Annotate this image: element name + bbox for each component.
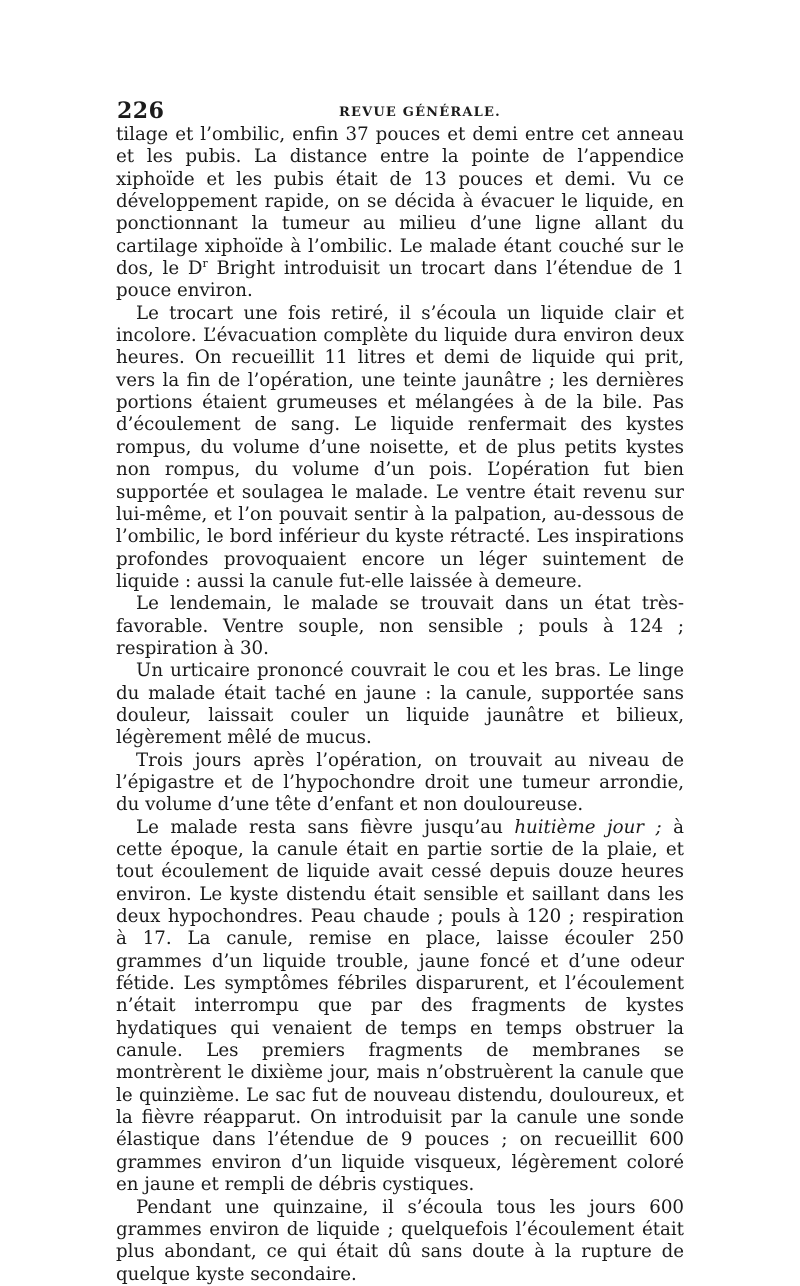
paragraph-text: tilage et l’ombilic, enfin 37 pouces et demi entre cet anneau et les pubis. La distance entre la pointe de l’appendice xiphoïde et les pubis était de 13 pouces et demi. Vu ce développement rapide, on se décida à évacuer le liquide, en ponctionnant la tumeur au milieu d’une ligne allant du cartilage xiphoïde à l’ombilic. Le malade étant couché sur le dos, le D	[116, 124, 684, 280]
paragraph-text: Pendant une quinzaine, il s’écoula tous les jours 600 grammes environ de liquide ; quelquefois l’écoulement était plus abondant, ce qui était dû sans doute à la rupture de quelque kyste secondaire.	[116, 1196, 684, 1285]
paragraph-text: Trois jours après l’opération, on trouvait au niveau de l’épigastre et de l’hypochondre droit une tumeur arrondie, du volume d’une tête d’enfant et non douloureuse.	[116, 749, 684, 816]
superscript: r	[202, 257, 208, 270]
paragraph-text: Un urticaire prononcé couvrait le cou et les bras. Le linge du malade était taché en jaune : la canule, supportée sans douleur, laissait couler un liquide jaunâtre et bilieux, légèrement mêlé de mucus.	[116, 660, 684, 749]
paragraph	[116, 593, 684, 660]
paragraph	[116, 660, 684, 749]
paragraph-text: à cette époque, la canule était en partie sortie de la plaie, et tout écoulement de liquide avait cessé depuis douze heures environ. Le kyste distendu était sensible et saillant dans les deux hypochondres. Peau chaude ; pouls à 120 ; respiration à 17. La canule, remise en place, laisse écouler 250 grammes d’un liquide trouble, jaune foncé et d’une odeur fétide. Les symptômes fébriles disparurent, et l’écoulement n’était interrompu que par des fragments de kystes hydatiques qui venaient de temps en temps obstruer la canule. Les premiers fragments de membranes se montrèrent le dixième jour, mais n’obstruèrent la canule que le quinzième. Le sac fut de nouveau distendu, douloureux, et la fièvre réapparut. On introduisit par la canule une sonde élastique dans l’étendue de 9 pouces ; on recueillit 600 grammes environ d’un liquide visqueux, légèrement coloré en jaune et rempli de débris cystiques.	[116, 816, 684, 1196]
paragraph	[116, 1197, 684, 1286]
paragraph	[116, 750, 684, 817]
body-text	[116, 124, 684, 1286]
paragraph-text: Le malade resta sans fièvre jusqu’au	[136, 816, 515, 838]
italic-text: huitième jour ;	[514, 816, 662, 838]
paragraph	[116, 817, 684, 1197]
paragraph-text: Bright introduisit un trocart dans l’étendue de 1 pouce environ.	[116, 258, 684, 302]
running-head: REVUE GÉNÉRALE.	[339, 105, 501, 120]
paragraph	[116, 303, 684, 593]
page-number: 226	[117, 98, 165, 124]
paragraph	[116, 124, 684, 303]
paragraph-text: Le trocart une fois retiré, il s’écoula un liquide clair et incolore. L’évacuation complète du liquide dura environ deux heures. On recueillit 11 litres et demi de liquide qui prit, vers la fin de l’opération, une teinte jaunâtre ; les dernières portions étaient grumeuses et mélangées à de la bile. Pas d’écoulement de sang. Le liquide renfermait des kystes rompus, du volume d’une noisette, et de plus petits kystes non rompus, du volume d’un pois. L’opération fut bien supportée et soulagea le malade. Le ventre était revenu sur lui-même, et l’on pouvait sentir à la palpation, au-dessous de l’ombilic, le bord inférieur du kyste rétracté. Les inspirations profondes provoquaient encore un léger suintement de liquide : aussi la canule fut-elle laissée à demeure.	[116, 302, 684, 592]
paragraph-text: Le lendemain, le malade se trouvait dans un état très-favorable. Ventre souple, non sensible ; pouls à 124 ; respiration à 30.	[116, 593, 684, 659]
